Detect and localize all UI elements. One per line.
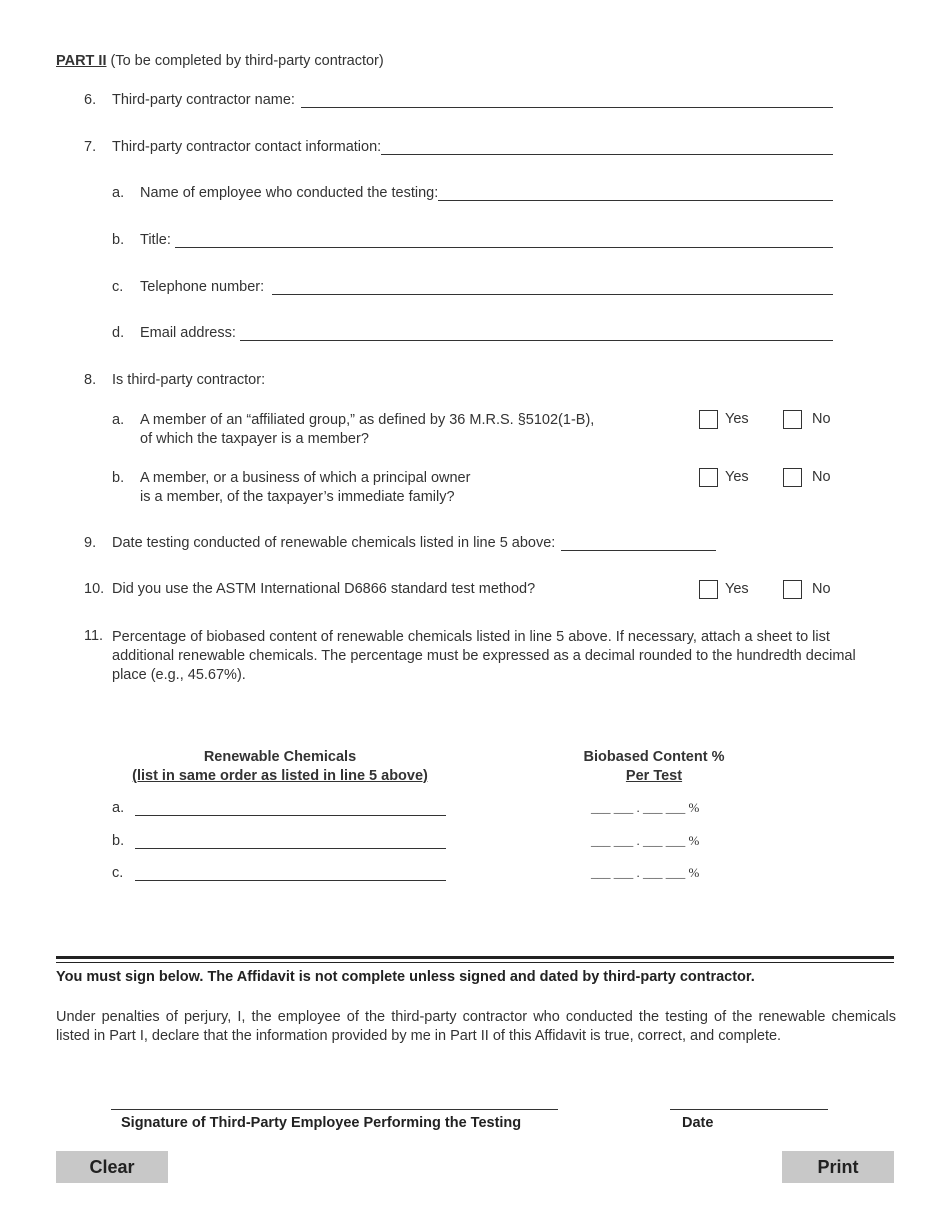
row-letter: b. (112, 833, 125, 849)
q9-row (84, 535, 716, 551)
q10-row (84, 581, 535, 597)
signature-warning: You must sign below. The Affidavit is not complete unless signed and dated by third-party contractor. (56, 969, 755, 985)
q8b-yes-checkbox[interactable] (699, 468, 718, 487)
q11-number: 11. (84, 628, 104, 644)
q9-label: Date testing conducted of renewable chemicals listed in line 5 above: (112, 535, 556, 551)
signature-field[interactable] (111, 1094, 558, 1110)
table-row (112, 800, 446, 816)
telephone-field[interactable] (272, 279, 833, 295)
email-field[interactable] (240, 325, 833, 341)
biobased-header-line1: Biobased Content % (583, 749, 725, 765)
contractor-contact-field[interactable] (381, 139, 833, 155)
print-button[interactable]: Print (782, 1151, 894, 1183)
q10-no-checkbox[interactable] (783, 580, 802, 599)
q10-label: Did you use the ASTM International D6866 standard test method? (112, 581, 536, 597)
biobased-c-field[interactable]: ___ ___ . ___ ___ % (591, 865, 700, 880)
q7a-letter: a. (112, 185, 125, 201)
q7-label: Third-party contractor contact information: (112, 139, 382, 155)
q10-yes-checkbox[interactable] (699, 580, 718, 599)
section-divider-thick (56, 956, 894, 959)
q9-number: 9. (84, 535, 97, 551)
date-label: Date (682, 1115, 714, 1131)
q8b-no-label: No (812, 469, 831, 485)
q8a-text-line1: A member of an “affiliated group,” as defined by 36 M.R.S. §5102(1-B), (140, 412, 595, 428)
q6-label: Third-party contractor name: (112, 92, 295, 108)
q11-text: Percentage of biobased content of renewable chemicals listed in line 5 above. If necessary, attach a sheet to list additional renewable chemicals. The percentage must be expressed as a decimal rounded to the hundredth decimal place (e.g., 45.67%). (112, 629, 856, 683)
q6-row (84, 92, 833, 108)
part-header (56, 53, 384, 69)
q7-number: 7. (84, 139, 97, 155)
table-row (112, 865, 446, 881)
contractor-name-field[interactable] (301, 92, 833, 108)
chemical-b-field[interactable] (135, 833, 446, 849)
q8b-text-line2: is a member, of the taxpayer’s immediate family? (140, 489, 455, 505)
clear-button[interactable]: Clear (56, 1151, 168, 1183)
signature-date-field[interactable] (670, 1094, 828, 1110)
chemical-a-field[interactable] (135, 800, 446, 816)
q7-row (84, 139, 833, 155)
q8b-no-checkbox[interactable] (783, 468, 802, 487)
q6-number: 6. (84, 92, 97, 108)
q8a-yes-checkbox[interactable] (699, 410, 718, 429)
q8a-letter: a. (112, 412, 125, 428)
q7b-letter: b. (112, 232, 125, 248)
q11-row (84, 628, 103, 644)
q7b-row (112, 232, 833, 248)
q7d-letter: d. (112, 325, 125, 341)
section-divider-thin (56, 962, 894, 963)
q7d-label: Email address: (140, 325, 236, 341)
q7c-label: Telephone number: (140, 279, 265, 295)
q8b-text-line1: A member, or a business of which a principal owner (140, 470, 471, 486)
q7a-label: Name of employee who conducted the testing: (140, 185, 439, 201)
q7d-row (112, 325, 833, 341)
chemicals-header-line2: (list in same order as listed in line 5 above) (132, 768, 428, 784)
q8-number: 8. (84, 372, 97, 388)
q8b-row (112, 469, 470, 507)
q8-label: Is third-party contractor: (112, 372, 266, 388)
q10-no-label: No (812, 581, 831, 597)
q8b-yes-label: Yes (725, 469, 749, 485)
table-row (112, 833, 446, 849)
chemical-c-field[interactable] (135, 865, 446, 881)
q8a-yes-label: Yes (725, 411, 749, 427)
employee-name-field[interactable] (438, 185, 833, 201)
q7a-row (112, 185, 833, 201)
biobased-b-field[interactable]: ___ ___ . ___ ___ % (591, 833, 700, 848)
table-header-biobased (560, 748, 748, 786)
q7c-letter: c. (112, 279, 124, 295)
row-letter: a. (112, 800, 125, 816)
biobased-header-line2: Per Test (625, 768, 683, 784)
part-title: PART II (56, 53, 107, 69)
biobased-a-field[interactable]: ___ ___ . ___ ___ % (591, 800, 700, 815)
q8a-no-checkbox[interactable] (783, 410, 802, 429)
title-field[interactable] (175, 232, 833, 248)
signature-label: Signature of Third-Party Employee Performing the Testing (121, 1115, 522, 1131)
q8a-row (112, 411, 594, 449)
part-subtitle: (To be completed by third-party contractor) (110, 53, 384, 69)
testing-date-field[interactable] (561, 535, 716, 551)
q8b-letter: b. (112, 470, 125, 486)
q8a-no-label: No (812, 411, 831, 427)
row-letter: c. (112, 865, 124, 881)
perjury-declaration: Under penalties of perjury, I, the employee of the third-party contractor who conducted the testing of the renewable chemicals listed in Part I, declare that the information provided by me in Part II of this Affidavit is true, correct, and complete. (56, 1009, 896, 1044)
table-header-chemicals (110, 748, 450, 786)
q10-number: 10. (84, 581, 105, 597)
q7b-label: Title: (140, 232, 171, 248)
q8a-text-line2: of which the taxpayer is a member? (140, 431, 369, 447)
q10-yes-label: Yes (725, 581, 749, 597)
q8-row (84, 372, 265, 388)
chemicals-header-line1: Renewable Chemicals (203, 749, 357, 765)
q7c-row (112, 279, 833, 295)
